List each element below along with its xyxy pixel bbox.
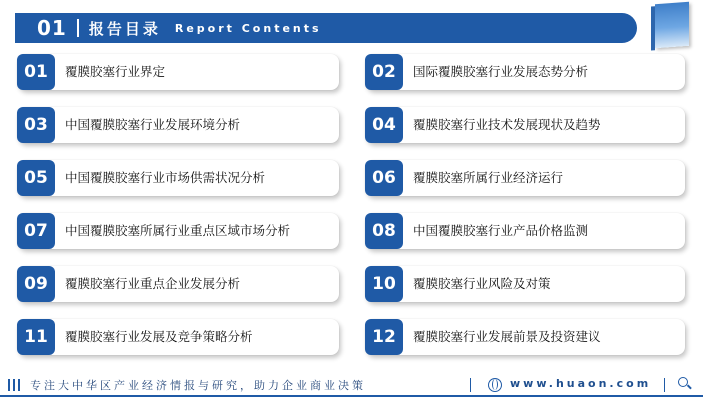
toc-number: 03: [17, 107, 55, 143]
footer-slogan: 专注大中华区产业经济情报与研究，助力企业商业决策: [30, 379, 366, 392]
toc-number: 11: [17, 319, 55, 355]
section-number: 01: [37, 16, 67, 40]
toc-item-03[interactable]: [17, 107, 339, 143]
toc-item-02[interactable]: [365, 54, 685, 90]
globe-icon: [488, 378, 502, 392]
toc-title: 覆膜胶塞所属行业经济运行: [413, 170, 564, 185]
toc-item-12[interactable]: [365, 319, 685, 355]
toc-title: 国际覆膜胶塞行业发展态势分析: [413, 64, 589, 79]
toc-item-04[interactable]: [365, 107, 685, 143]
toc-item-07[interactable]: [17, 213, 339, 249]
header-bar: [15, 13, 637, 43]
toc-number: 12: [365, 319, 403, 355]
toc-item-11[interactable]: [17, 319, 339, 355]
toc-number: 09: [17, 266, 55, 302]
toc-item-08[interactable]: [365, 213, 685, 249]
footer-divider: [664, 378, 665, 392]
header-divider: [77, 19, 79, 37]
page-subtitle: Report Contents: [174, 21, 322, 35]
toc-item-06[interactable]: [365, 160, 685, 196]
toc-title: 覆膜胶塞行业发展前景及投资建议: [413, 329, 601, 344]
toc-title: 覆膜胶塞行业风险及对策: [413, 276, 551, 291]
footer: [0, 375, 703, 395]
toc-number: 01: [17, 54, 55, 90]
toc-item-05[interactable]: [17, 160, 339, 196]
toc-number: 05: [17, 160, 55, 196]
footer-divider: [470, 378, 471, 392]
toc-item-09[interactable]: [17, 266, 339, 302]
toc-number: 04: [365, 107, 403, 143]
search-icon[interactable]: [678, 377, 688, 387]
toc-item-10[interactable]: [365, 266, 685, 302]
page-title: 报告目录: [88, 19, 161, 38]
toc-title: 覆膜胶塞行业重点企业发展分析: [65, 276, 241, 291]
toc-title: 覆膜胶塞行业发展及竞争策略分析: [65, 329, 253, 344]
toc-item-01[interactable]: [17, 54, 339, 90]
footer-line: [0, 395, 703, 397]
toc-title: 中国覆膜胶塞行业市场供需状况分析: [65, 170, 266, 185]
toc-number: 08: [365, 213, 403, 249]
toc-number: 07: [17, 213, 55, 249]
book-cover-icon: [655, 2, 689, 48]
toc-number: 10: [365, 266, 403, 302]
toc-title: 覆膜胶塞行业技术发展现状及趋势: [413, 117, 601, 132]
toc-title: 中国覆膜胶塞行业发展环境分析: [65, 117, 241, 132]
toc-title: 中国覆膜胶塞行业产品价格监测: [413, 223, 589, 238]
footer-url[interactable]: www.huaon.com: [510, 377, 652, 390]
bar-marks-icon: [8, 379, 22, 391]
toc-title: 中国覆膜胶塞所属行业重点区域市场分析: [65, 223, 291, 238]
toc-number: 02: [365, 54, 403, 90]
toc-number: 06: [365, 160, 403, 196]
toc-title: 覆膜胶塞行业界定: [65, 64, 166, 79]
